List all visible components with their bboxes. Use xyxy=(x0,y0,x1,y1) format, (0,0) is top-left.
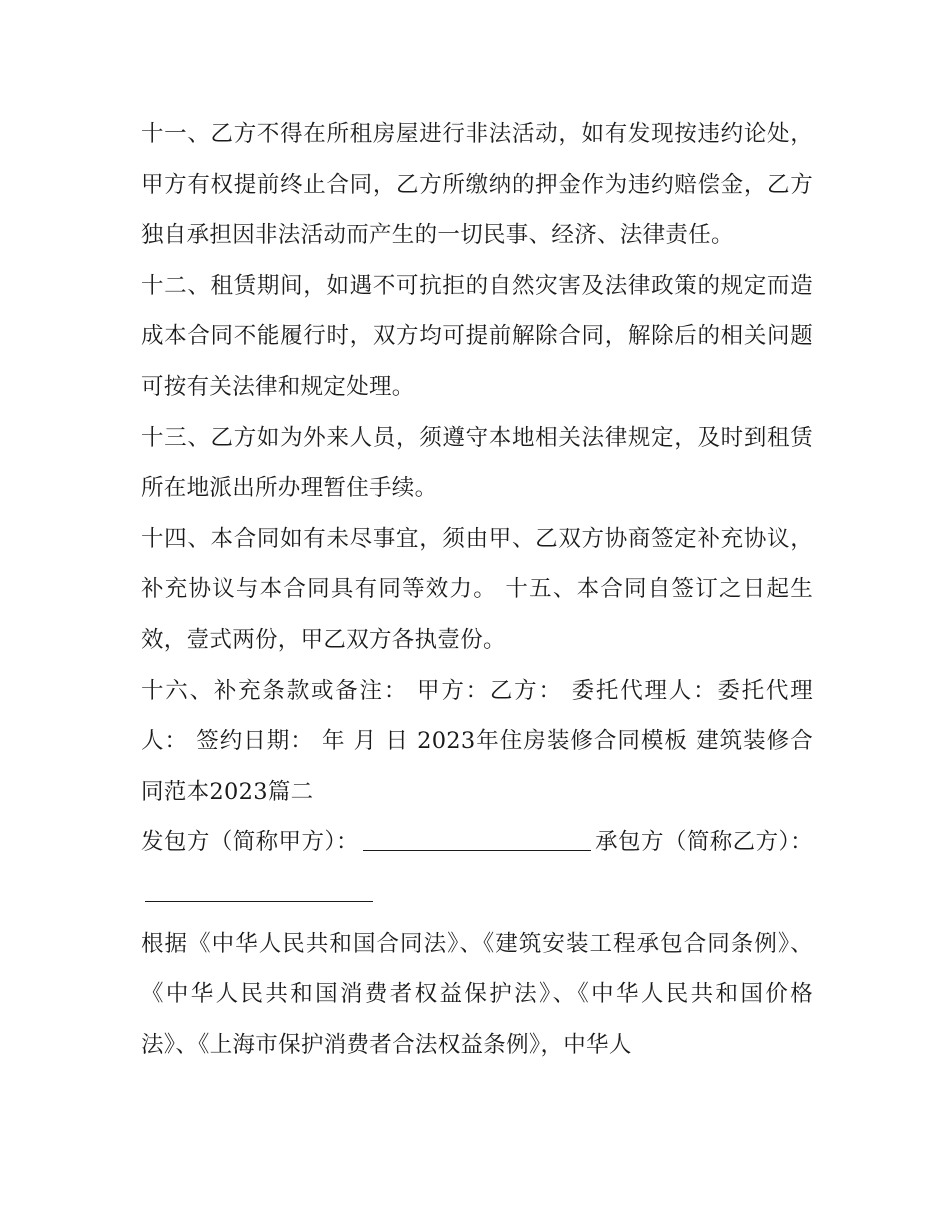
clause-14-15: 十四、本合同如有未尽事宜，须由甲、乙双方协商签定补充协议，补充协议与本合同具有同等效力。 十五、本合同自签订之日起生效，壹式两份，甲乙双方各执壹份。 xyxy=(141,525,813,653)
document-body xyxy=(141,109,813,1070)
parties-line xyxy=(141,817,813,918)
party-b-label: 承包方（简称乙方）： xyxy=(595,829,813,856)
clause-12: 十二、租赁期间，如遇不可抗拒的自然灾害及法律政策的规定而造成本合同不能履行时，双方均可提前解除合同，解除后的相关问题可按有关法律和规定处理。 xyxy=(141,272,813,400)
party-b-blank xyxy=(145,881,373,902)
clause-16-signatures: 十六、补充条款或备注： 甲方：乙方： 委托代理人：委托代理人： 签约日期： 年 月 日 2023年住房装修合同模板 建筑装修合同范本2023篇二 xyxy=(141,677,813,805)
party-a-label: 发包方（简称甲方）： xyxy=(141,829,359,856)
clause-13: 十三、乙方如为外来人员，须遵守本地相关法律规定，及时到租赁所在地派出所办理暂住手续。 xyxy=(141,424,813,502)
party-a-blank xyxy=(363,830,591,851)
legal-basis-paragraph: 根据《中华人民共和国合同法》、《建筑安装工程承包合同条例》、《中华人民共和国消费者权益保护法》、《中华人民共和国价格法》、《上海市保护消费者合法权益条例》，中华人 xyxy=(141,930,813,1058)
clause-11: 十一、乙方不得在所租房屋进行非法活动，如有发现按违约论处，甲方有权提前终止合同，乙方所缴纳的押金作为违约赔偿金，乙方独自承担因非法活动而产生的一切民事、经济、法律责任。 xyxy=(141,121,813,249)
